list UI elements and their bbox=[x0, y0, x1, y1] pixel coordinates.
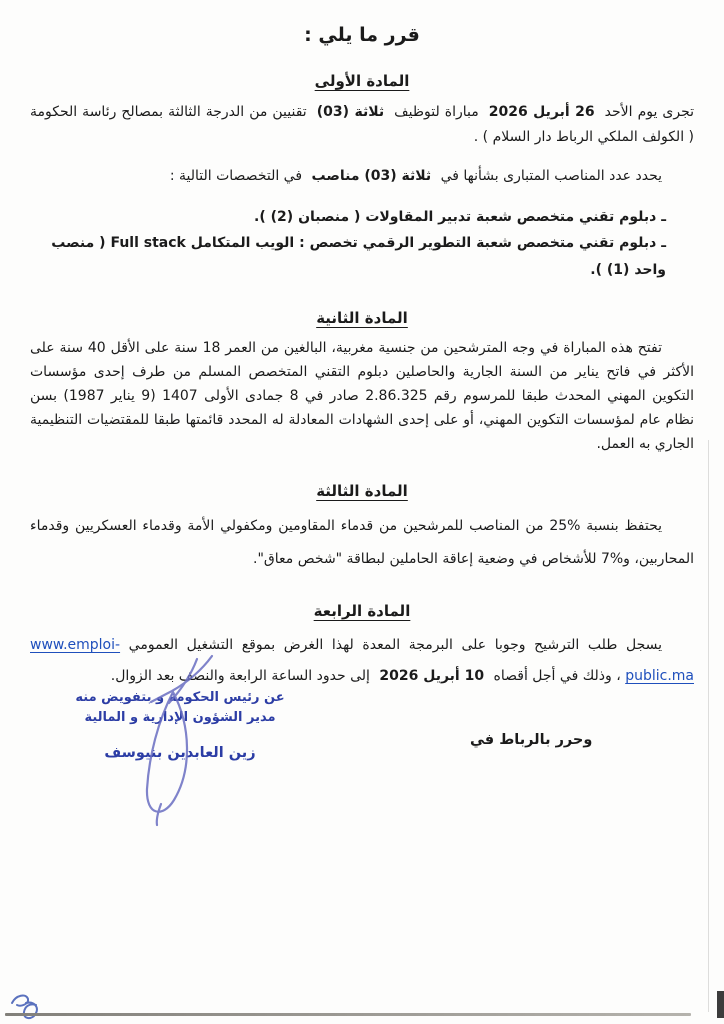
signature-block bbox=[48, 688, 312, 765]
signatory-name: زين العابدين بنيوسف bbox=[104, 745, 256, 761]
article-1-p1-text-c: تقنيين من الدرجة الثالثة بمصالح رئاسة الحكومة ( الكولف الملكي الرباط دار السلام ) . bbox=[30, 104, 694, 146]
article-4-heading bbox=[30, 602, 694, 620]
article-2-heading-text: المادة الثانية bbox=[316, 309, 408, 328]
specialty-item-2: ـ دبلوم تقني متخصص شعبة التطوير الرقمي تخصص : الويب المتكامل Full stack ( منصب واحد (1) ). bbox=[51, 235, 666, 278]
article-2-heading bbox=[30, 309, 694, 327]
article-1-p1-text-b: مباراة لتوظيف bbox=[394, 104, 479, 120]
article-2-paragraph: تفتح هذه المباراة في وجه المترشحين من جنسية مغربية، البالغين من العمر 18 سنة على الأقل 40 سنة على الأكثر في فاتح يناير من السنة الجارية والحاصلين دبلوم التقني المتخصص المسلم من طرف إحدى مؤسسات التكوين المهني المحدث طبقا للمرسوم رقم 2.86.325 صادر في 8 جمادى الأولى 1407 (9 يناير 1987) بسن نظام عام لمؤسسات التكوين المهني، أو على إحدى الشهادات المعادلة له المحدد قائمتها طبقا للمقتضيات التنظيمية الجاري به العمل. bbox=[30, 340, 694, 452]
competition-date: 26 أبريل 2026 bbox=[488, 104, 595, 120]
specialty-item-1: ـ دبلوم تقني متخصص شعبة تدبير المقاولات ( منصبان (2) ). bbox=[254, 208, 666, 225]
signature-authority-line-1: عن رئيس الحكومة و بتفويض منه bbox=[75, 690, 285, 705]
specialties-list bbox=[30, 204, 694, 284]
article-1-paragraph-1 bbox=[30, 100, 694, 150]
article-3-paragraph: يحتفظ بنسبة %25 من المناصب للمرشحين من قدماء المقاومين ومكفولي الأمة وقدماء العسكريين وقدماء المحاربين، و%7 للأشخاص في وضعية إعاقة الحاملين لبطاقة "شخص معاق". bbox=[30, 518, 694, 568]
emploi-public-link[interactable]: www.emploi-public.ma bbox=[30, 637, 694, 684]
article-3-heading-text: المادة الثالثة bbox=[316, 482, 408, 501]
article-1-p2-text-b: في التخصصات التالية : bbox=[169, 168, 303, 185]
article-4-text-b: ، وذلك في أجل أقصاه bbox=[493, 667, 621, 684]
article-1-p2-text-a: يحدد عدد المناصب المتبارى بشأنها في bbox=[440, 168, 662, 185]
decree-body bbox=[0, 24, 724, 748]
issued-at-line: وحرر بالرباط في bbox=[470, 731, 593, 748]
posts-count-repeat: ثلاثة (03) مناصب bbox=[311, 168, 432, 185]
article-1-heading-text: المادة الأولى bbox=[314, 72, 410, 90]
article-1-p1-text-a: تجرى يوم الأحد bbox=[604, 104, 695, 120]
article-1-paragraph-2 bbox=[30, 164, 694, 189]
scan-right-edge-shadow bbox=[708, 440, 710, 1012]
scan-bottom-edge-line bbox=[5, 1013, 691, 1016]
article-1-heading bbox=[30, 72, 694, 90]
article-4-text-c: إلى حدود الساعة الرابعة والنصف بعد الزوال. bbox=[110, 667, 370, 684]
scan-corner-artifact bbox=[717, 991, 724, 1018]
deadline-date: 10 أبريل 2026 bbox=[379, 667, 485, 684]
article-4-text-a: يسجل طلب الترشيح وجوبا على البرمجة المعدة لهذا الغرض بموقع التشغيل العمومي bbox=[128, 637, 662, 654]
article-3-heading bbox=[30, 482, 694, 500]
signature-authority-line-2: مدير الشؤون الإدارية و المالية bbox=[84, 709, 276, 725]
article-4-heading-text: المادة الرابعة bbox=[313, 602, 411, 621]
posts-count: ثلاثة (03) bbox=[316, 104, 385, 120]
decree-intro-line: قرر ما يلي : bbox=[304, 24, 420, 46]
article-4-paragraph bbox=[30, 630, 694, 692]
